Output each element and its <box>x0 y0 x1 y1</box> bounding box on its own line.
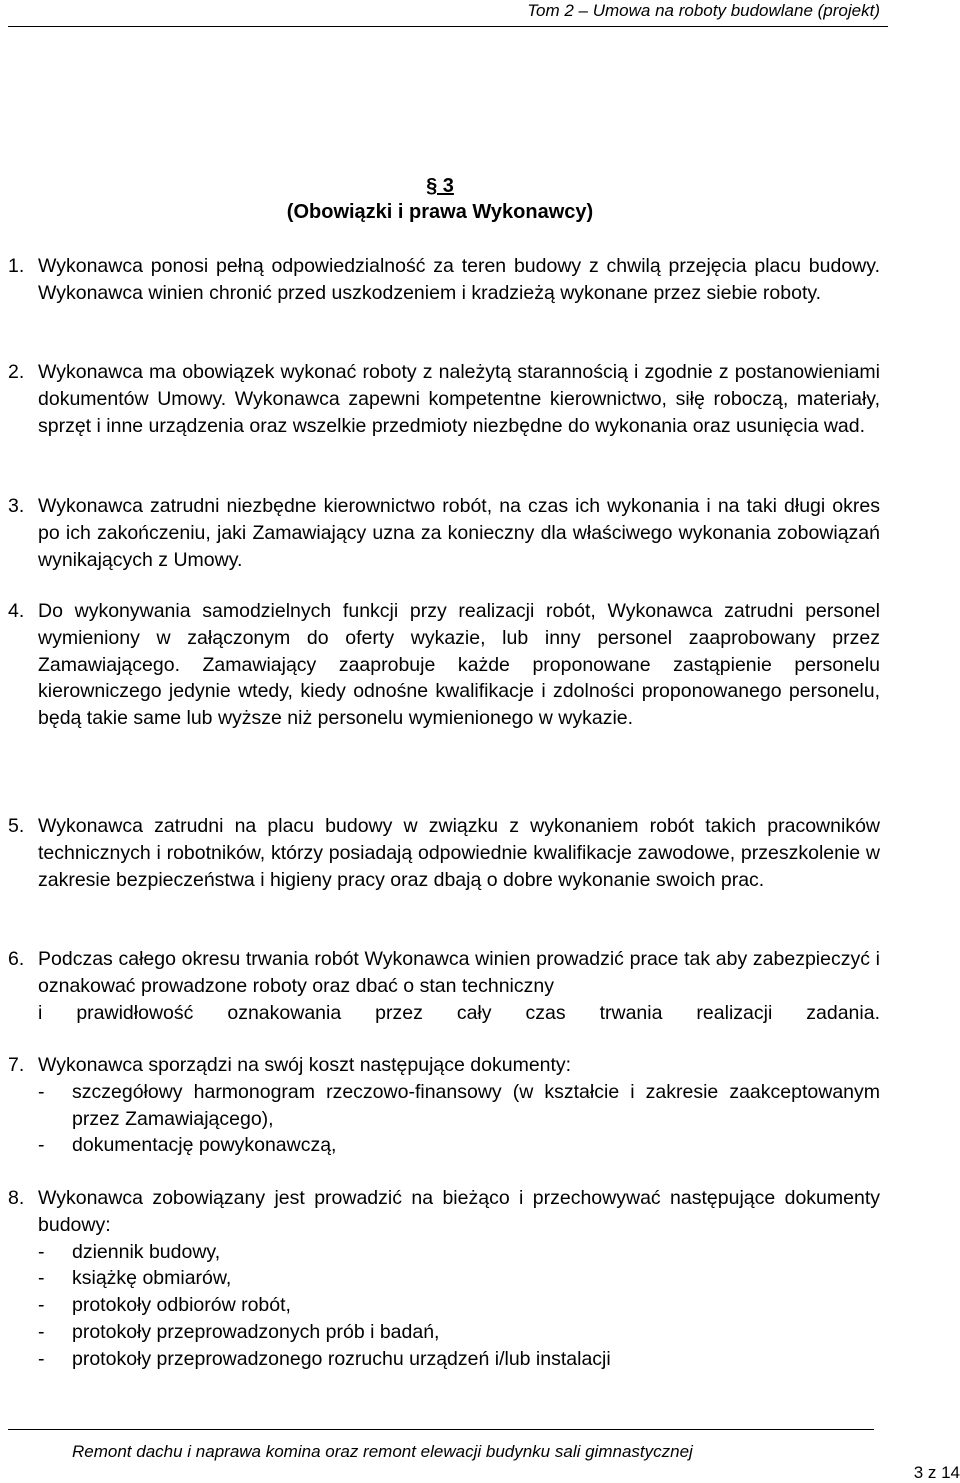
clause-number: 8. <box>8 1187 25 1209</box>
clause-number: 1. <box>8 255 25 277</box>
clause-text <box>38 1052 880 1159</box>
list-item-text: protokoły odbiorów robót, <box>72 1294 291 1317</box>
clause-text: Wykonawca ma obowiązek wykonać roboty z należytą starannością i zgodnie z postanowieniami dokumentów Umowy. Wykonawca zapewni kompetentne kierownictwo, siłę roboczą, materiały, sprzęt i inne urządzenia oraz wszelkie przedmioty niezbędne do wykonania oraz usunięcia wad. <box>38 361 880 437</box>
clause-number: 7. <box>8 1054 25 1076</box>
list-dash: - <box>38 1320 45 1343</box>
clause-intro: Wykonawca zobowiązany jest prowadzić na bieżąco i przechowywać następujące dokumenty budowy: <box>38 1187 880 1236</box>
clause-number: 3. <box>8 495 25 517</box>
footer-divider <box>8 1429 874 1430</box>
clause-text: Wykonawca zatrudni niezbędne kierownictwo robót, na czas ich wykonania i na taki długi okres po ich zakończeniu, jaki Zamawiający uzna za konieczny dla właściwego wykonania zobowiązań wynikających z Umowy. <box>38 495 880 571</box>
list-item <box>38 1239 880 1266</box>
list-dash: - <box>38 1347 45 1370</box>
list-item-text: dziennik budowy, <box>72 1240 221 1263</box>
clause-text <box>38 946 880 1026</box>
list-dash: - <box>38 1267 45 1290</box>
clause-text-main: Podczas całego okresu trwania robót Wykonawca winien prowadzić prace tak aby zabezpieczyć i oznakować prowadzone roboty oraz dbać o stan techniczny <box>38 948 880 997</box>
clause-text <box>38 1185 880 1373</box>
list-item-text: szczegółowy harmonogram rzeczowo-finansowy (w kształcie i zakresie zaakceptowanym przez Zamawiającego), <box>72 1080 880 1130</box>
footer-title: Remont dachu i naprawa komina oraz remont elewacji budynku sali gimnastycznej <box>72 1442 693 1461</box>
section-title: (Obowiązki i prawa Wykonawcy) <box>286 201 594 223</box>
section-number: § 3 <box>426 175 454 197</box>
list-item-text: dokumentację powykonawczą, <box>72 1134 337 1157</box>
header-divider <box>8 26 888 27</box>
clause-text: Wykonawca ponosi pełną odpowiedzialność za teren budowy z chwilą przejęcia placu budowy. Wykonawca winien chronić przed uszkodzeniem i kradzieżą wykonane przez siebie roboty. <box>38 255 880 304</box>
page-number: 3 z 14 <box>913 1463 960 1482</box>
clause-6 <box>0 946 880 1026</box>
clause-text: Wykonawca zatrudni na placu budowy w związku z wykonaniem robót takich pracowników technicznych i robotników, którzy posiadają odpowiednie kwalifikacje zawodowe, przeszkolenie w zakresie bezpieczeństwa i higieny pracy oraz dbają o dobre wykonanie swoich prac. <box>38 815 880 891</box>
list-item-text: protokoły przeprowadzonego rozruchu urządzeń i/lub instalacji <box>72 1347 611 1370</box>
header-title: Tom 2 – Umowa na roboty budowlane (projekt) <box>527 1 880 20</box>
list-dash: - <box>38 1134 45 1157</box>
list-item <box>38 1346 880 1373</box>
list-dash: - <box>38 1080 45 1103</box>
clause-number: 5. <box>8 815 25 837</box>
clause-number: 4. <box>8 600 25 622</box>
list-item <box>38 1079 880 1133</box>
clause-number: 2. <box>8 361 25 383</box>
list-item <box>38 1265 880 1292</box>
list-dash: - <box>38 1240 45 1263</box>
list-item-text: książkę obmiarów, <box>72 1267 232 1290</box>
clause-1 <box>0 253 880 307</box>
clause-number: 6. <box>8 948 25 970</box>
clause-8 <box>0 1185 880 1373</box>
clause-2 <box>0 359 880 439</box>
clause-5 <box>0 813 880 893</box>
clause-3 <box>0 493 880 573</box>
list-item <box>38 1319 880 1346</box>
list-item <box>38 1132 880 1159</box>
list-dash: - <box>38 1294 45 1317</box>
clause-text: Do wykonywania samodzielnych funkcji przy realizacji robót, Wykonawca zatrudni personel wymieniony w załączonym do oferty wykazie, lub inny personel zaaprobowany przez Zamawiającego. Zamawiający zaaprobuje każde proponowane zastąpienie personelu kierowniczego jedynie wtedy, kiedy odnośne kwalifikacje i zdolności proponowanego personelu, będą takie same lub wyższe niż personelu wymienionego w wykazie. <box>38 600 880 730</box>
clause-text-last-line: i prawidłowość oznakowania przez cały czas trwania realizacji zadania. <box>38 1001 880 1024</box>
clause-4 <box>0 598 880 732</box>
list-item-text: protokoły przeprowadzonych prób i badań, <box>72 1320 440 1343</box>
clause-intro: Wykonawca sporządzi na swój koszt następujące dokumenty: <box>38 1054 572 1076</box>
list-item <box>38 1292 880 1319</box>
clause-7 <box>0 1052 880 1159</box>
